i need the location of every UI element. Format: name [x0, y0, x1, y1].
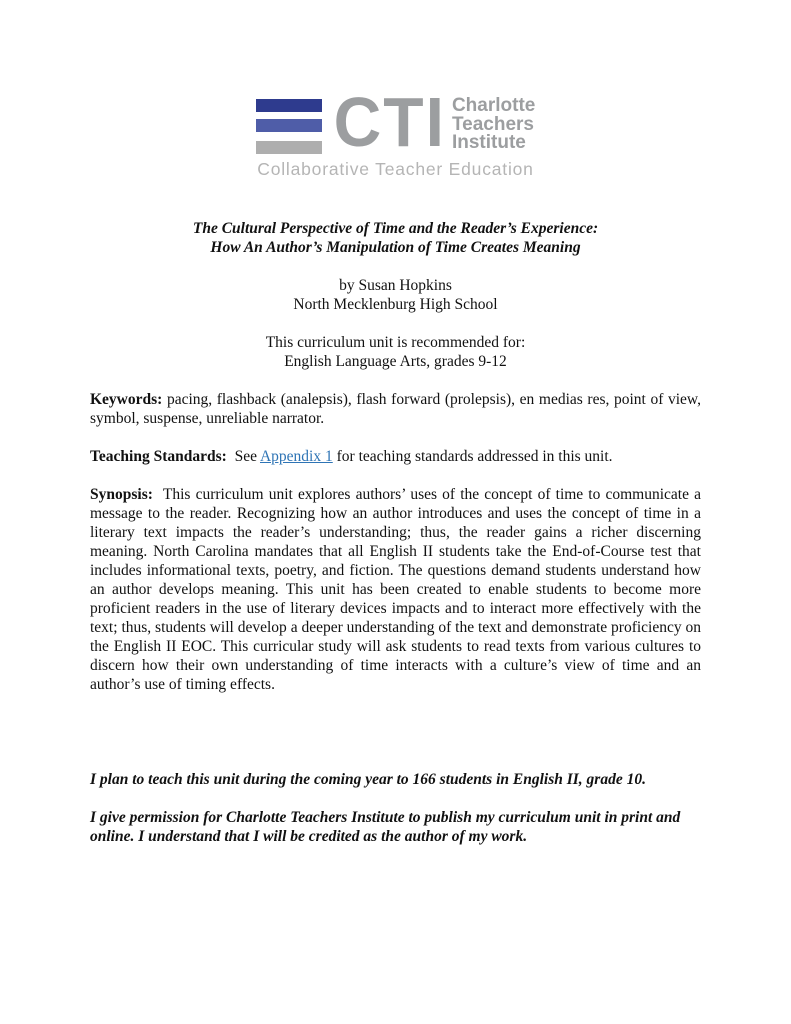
- keywords-paragraph: [90, 390, 701, 428]
- keywords-label: Keywords:: [90, 391, 163, 408]
- wordmark-line-3: Institute: [451, 132, 526, 153]
- cti-logo: [0, 83, 791, 179]
- plan-statement: I plan to teach this unit during the coming year to 166 students in English II, grade 10.: [90, 771, 646, 788]
- cti-wordmark: [452, 97, 535, 153]
- appendix-1-link[interactable]: Appendix 1: [259, 448, 333, 465]
- logo-bar-top: [256, 99, 322, 112]
- keywords-text: pacing, flashback (analepsis), flash forward (prolepsis), en medias res, point of view, symbol, suspense, unreliable narrator.: [90, 391, 701, 427]
- unit-title-line-2: How An Author’s Manipulation of Time Creates Meaning: [210, 239, 581, 256]
- synopsis-text: This curriculum unit explores authors’ uses of the concept of time to communicate a message to the reader. Recognizing how an author introduces and uses the concept of time in a literary text impacts the reader’s understanding; thus, the reader gains a richer discerning meaning. North Carolina mandates that all English II students take the End-of-Course test that includes informational texts, poetry, and fiction. The questions demand students understand how an author develops meaning. This unit has been created to enable students to become more proficient readers in the use of literary devices impacts and to interact more effectively with the text; thus, students will develop a deeper understanding of the text and demonstrate proficiency on the English II EOC. This curricular study will ask students to read texts from various cultures to discern how their own understanding of time interacts with a culture’s view of time and an author’s use of timing effects.: [90, 486, 701, 693]
- logo-bar-bottom: [256, 141, 322, 154]
- teaching-standards-pre: See: [226, 448, 260, 465]
- byline: by Susan Hopkins: [339, 277, 452, 294]
- author-block: [90, 276, 701, 314]
- author-statements: [90, 770, 701, 846]
- logo-tagline: Collaborative Teacher Education: [257, 159, 534, 179]
- recommendation-block: [90, 333, 701, 371]
- unit-title: [90, 219, 701, 257]
- school-name: North Mecklenburg High School: [293, 296, 498, 313]
- logo-bar-middle: [256, 119, 322, 132]
- permission-statement: I give permission for Charlotte Teachers Institute to publish my curriculum unit in print and online. I understand that I will be credited as the author of my work.: [90, 809, 681, 845]
- wordmark-line-1: Charlotte: [451, 95, 536, 116]
- synopsis-label: Synopsis:: [90, 486, 153, 503]
- teaching-standards-paragraph: [90, 447, 701, 466]
- cti-acronym: CTI: [333, 83, 446, 161]
- recommendation-line-2: English Language Arts, grades 9-12: [284, 353, 507, 370]
- wordmark-line-2: Teachers: [451, 113, 534, 135]
- teaching-standards-label: Teaching Standards:: [90, 448, 227, 465]
- recommendation-line-1: This curriculum unit is recommended for:: [265, 334, 526, 351]
- teaching-standards-post: for teaching standards addressed in this unit.: [332, 448, 613, 465]
- logo-bars-icon: [256, 99, 322, 154]
- synopsis-paragraph: [90, 485, 701, 694]
- unit-title-line-1: The Cultural Perspective of Time and the Reader’s Experience:: [192, 220, 599, 237]
